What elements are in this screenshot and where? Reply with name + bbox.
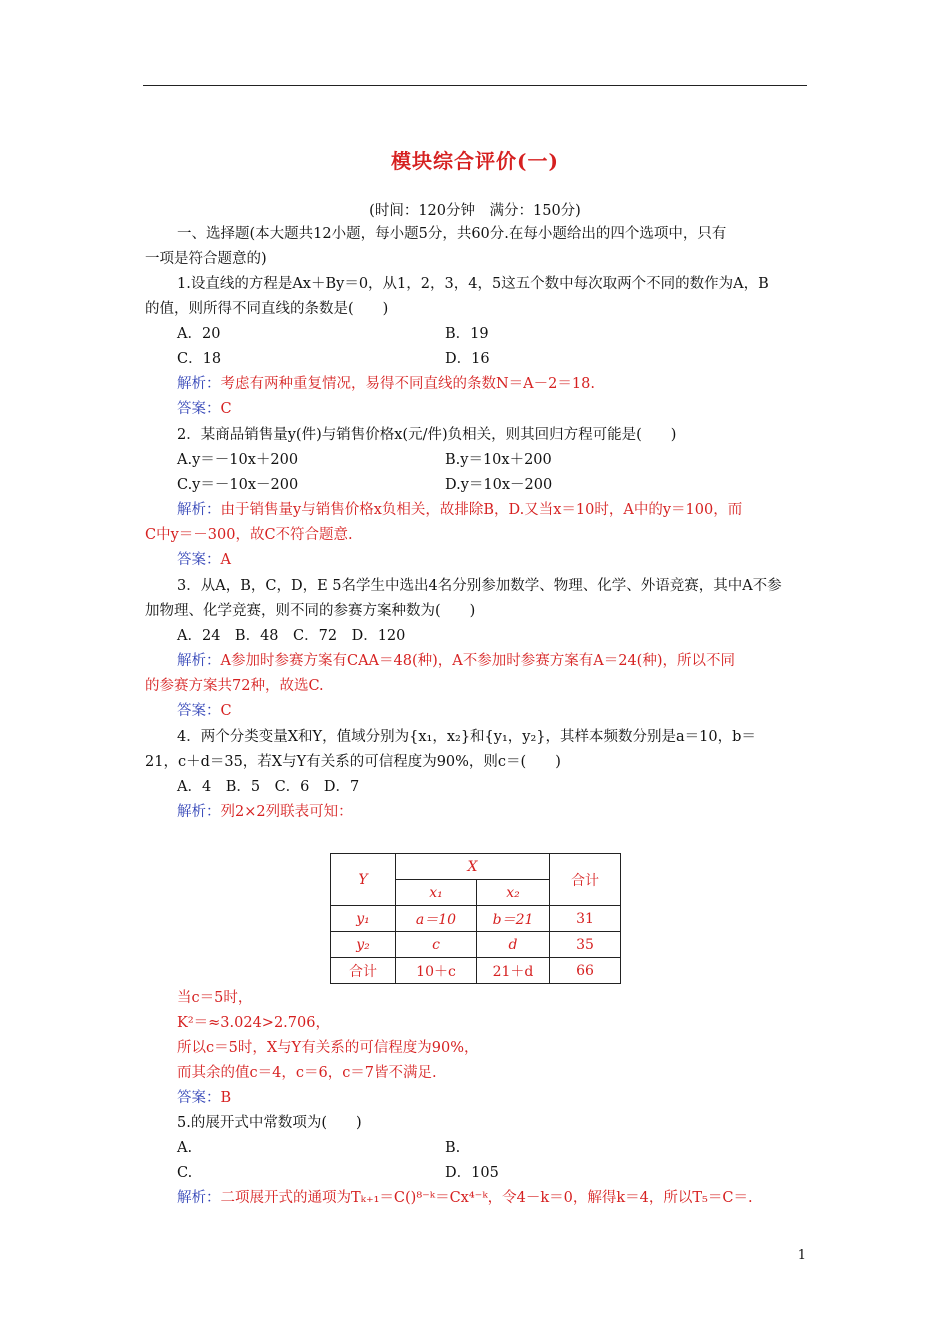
q4-options: A．4 B．5 C．6 D．7 bbox=[177, 779, 360, 795]
q1-option-b: B．19 bbox=[445, 326, 489, 342]
table-cell: a＝10 bbox=[396, 906, 477, 932]
table-x2-header: x₂ bbox=[477, 880, 550, 906]
page-number: 1 bbox=[797, 1248, 806, 1263]
table-row-label: y₁ bbox=[331, 906, 396, 932]
section-heading-line2: 一项是符合题意的) bbox=[145, 251, 267, 267]
table-cell: 21＋d bbox=[477, 958, 550, 984]
q3-answer-value: C bbox=[220, 703, 232, 719]
table-cell-total: 66 bbox=[550, 958, 621, 984]
q3-options: A．24 B．48 C．72 D．120 bbox=[177, 628, 406, 644]
answer-label: 答案： bbox=[177, 401, 221, 417]
analysis-label: 解析： bbox=[177, 1190, 221, 1206]
table-cell-total: 35 bbox=[550, 932, 621, 958]
q1-option-c: C．18 bbox=[177, 351, 222, 367]
analysis-label: 解析： bbox=[177, 502, 221, 518]
q5-analysis-text: 二项展开式的通项为Tₖ₊₁＝C()⁸⁻ᵏ＝Cx⁴⁻ᵏ，令4－k＝0，解得k＝4，所以T₅＝C＝. bbox=[220, 1190, 753, 1206]
q2-option-b: B.y＝10x＋200 bbox=[445, 452, 552, 468]
answer-label: 答案： bbox=[177, 1090, 221, 1106]
table-row bbox=[331, 906, 621, 932]
q4-answer bbox=[177, 1088, 231, 1108]
table-x1-header: x₁ bbox=[396, 880, 477, 906]
q2-option-a: A.y＝－10x＋200 bbox=[177, 452, 299, 468]
q4-stem-line1: 4．两个分类变量X和Y，值域分别为{x₁，x₂}和{y₁，y₂}，其样本频数分别是a＝10，b＝ bbox=[177, 729, 756, 745]
q1-option-a: A．20 bbox=[177, 326, 221, 342]
q4-work-line3: 所以c＝5时，X与Y有关系的可信程度为90%， bbox=[177, 1040, 479, 1056]
q1-option-d: D．16 bbox=[445, 351, 490, 367]
q2-stem: 2．某商品销售量y(件)与销售价格x(元/件)负相关，则其回归方程可能是( ) bbox=[177, 427, 677, 443]
q2-answer-value: A bbox=[220, 552, 231, 568]
q2-option-d: D.y＝10x－200 bbox=[445, 477, 553, 493]
answer-label: 答案： bbox=[177, 703, 221, 719]
q5-option-d: D．105 bbox=[445, 1165, 499, 1181]
q4-stem-line2: 21，c＋d＝35，若X与Y有关系的可信程度为90%，则c＝( ) bbox=[145, 754, 561, 770]
table-cell: c bbox=[396, 932, 477, 958]
analysis-label: 解析： bbox=[177, 804, 221, 820]
q2-analysis-text: 由于销售量y与销售价格x负相关，故排除B，D.又当x＝10时，A中的y＝100，而 bbox=[220, 502, 743, 518]
q4-analysis-text: 列2×2列联表可知： bbox=[220, 804, 353, 820]
q3-stem-line2: 加物理、化学竞赛，则不同的参赛方案种数为( ) bbox=[145, 603, 476, 619]
table-total-header: 合计 bbox=[550, 854, 621, 906]
q1-stem-line2: 的值，则所得不同直线的条数是( ) bbox=[145, 301, 389, 317]
q3-analysis-line2: 的参赛方案共72种，故选C. bbox=[145, 678, 324, 694]
table-cell: d bbox=[477, 932, 550, 958]
q1-answer-value: C bbox=[220, 401, 232, 417]
q5-option-b: B. bbox=[445, 1140, 461, 1156]
q4-analysis bbox=[177, 802, 353, 822]
q3-stem-line1: 3．从A，B，C，D，E 5名学生中选出4名分别参加数学、物理、化学、外语竞赛，其中A不参 bbox=[177, 578, 782, 594]
q1-analysis bbox=[177, 374, 595, 394]
q3-analysis-text: A参加时参赛方案有CAA＝48(种)，A不参加时参赛方案有A＝24(种)，所以不同 bbox=[220, 653, 735, 669]
table-cell-total: 31 bbox=[550, 906, 621, 932]
header-rule bbox=[143, 85, 807, 86]
page-title: 模块综合评价(一) bbox=[391, 149, 559, 173]
table-row-label: 合计 bbox=[331, 958, 396, 984]
table-x-header: X bbox=[396, 854, 550, 880]
answer-label: 答案： bbox=[177, 552, 221, 568]
q4-work-line4: 而其余的值c＝4，c＝6，c＝7皆不满足. bbox=[177, 1065, 437, 1081]
q2-answer bbox=[177, 550, 231, 570]
contingency-table bbox=[330, 853, 621, 984]
q5-analysis bbox=[177, 1188, 753, 1208]
q1-stem-line1: 1.设直线的方程是Ax＋By＝0，从1，2，3，4，5这五个数中每次取两个不同的数作为A，B bbox=[177, 276, 769, 292]
table-row bbox=[331, 958, 621, 984]
table-row bbox=[331, 932, 621, 958]
q1-analysis-text: 考虑有两种重复情况，易得不同直线的条数N＝A－2＝18. bbox=[220, 376, 595, 392]
table-cell: b＝21 bbox=[477, 906, 550, 932]
analysis-label: 解析： bbox=[177, 376, 221, 392]
exam-info: (时间：120分钟 满分：150分) bbox=[369, 203, 581, 219]
q2-analysis-line1 bbox=[177, 500, 742, 520]
analysis-label: 解析： bbox=[177, 653, 221, 669]
q3-answer bbox=[177, 701, 232, 721]
table-corner-header: Y bbox=[331, 854, 396, 906]
section-heading-line1: 一、选择题(本大题共12小题，每小题5分，共60分.在每小题给出的四个选项中，只有 bbox=[177, 226, 727, 242]
table-cell: 10＋c bbox=[396, 958, 477, 984]
q2-analysis-line2: C中y＝－300，故C不符合题意. bbox=[145, 527, 353, 543]
q1-answer bbox=[177, 399, 232, 419]
q2-option-c: C.y＝－10x－200 bbox=[177, 477, 299, 493]
table-row-label: y₂ bbox=[331, 932, 396, 958]
q5-option-c: C. bbox=[177, 1165, 193, 1181]
q4-work-line1: 当c＝5时， bbox=[177, 990, 253, 1006]
q3-analysis-line1 bbox=[177, 651, 735, 671]
q4-work-line2: K²＝≈3.024>2.706， bbox=[177, 1015, 330, 1031]
q5-stem: 5.的展开式中常数项为( ) bbox=[177, 1115, 362, 1131]
q5-option-a: A. bbox=[177, 1140, 193, 1156]
q4-answer-value: B bbox=[220, 1090, 232, 1106]
